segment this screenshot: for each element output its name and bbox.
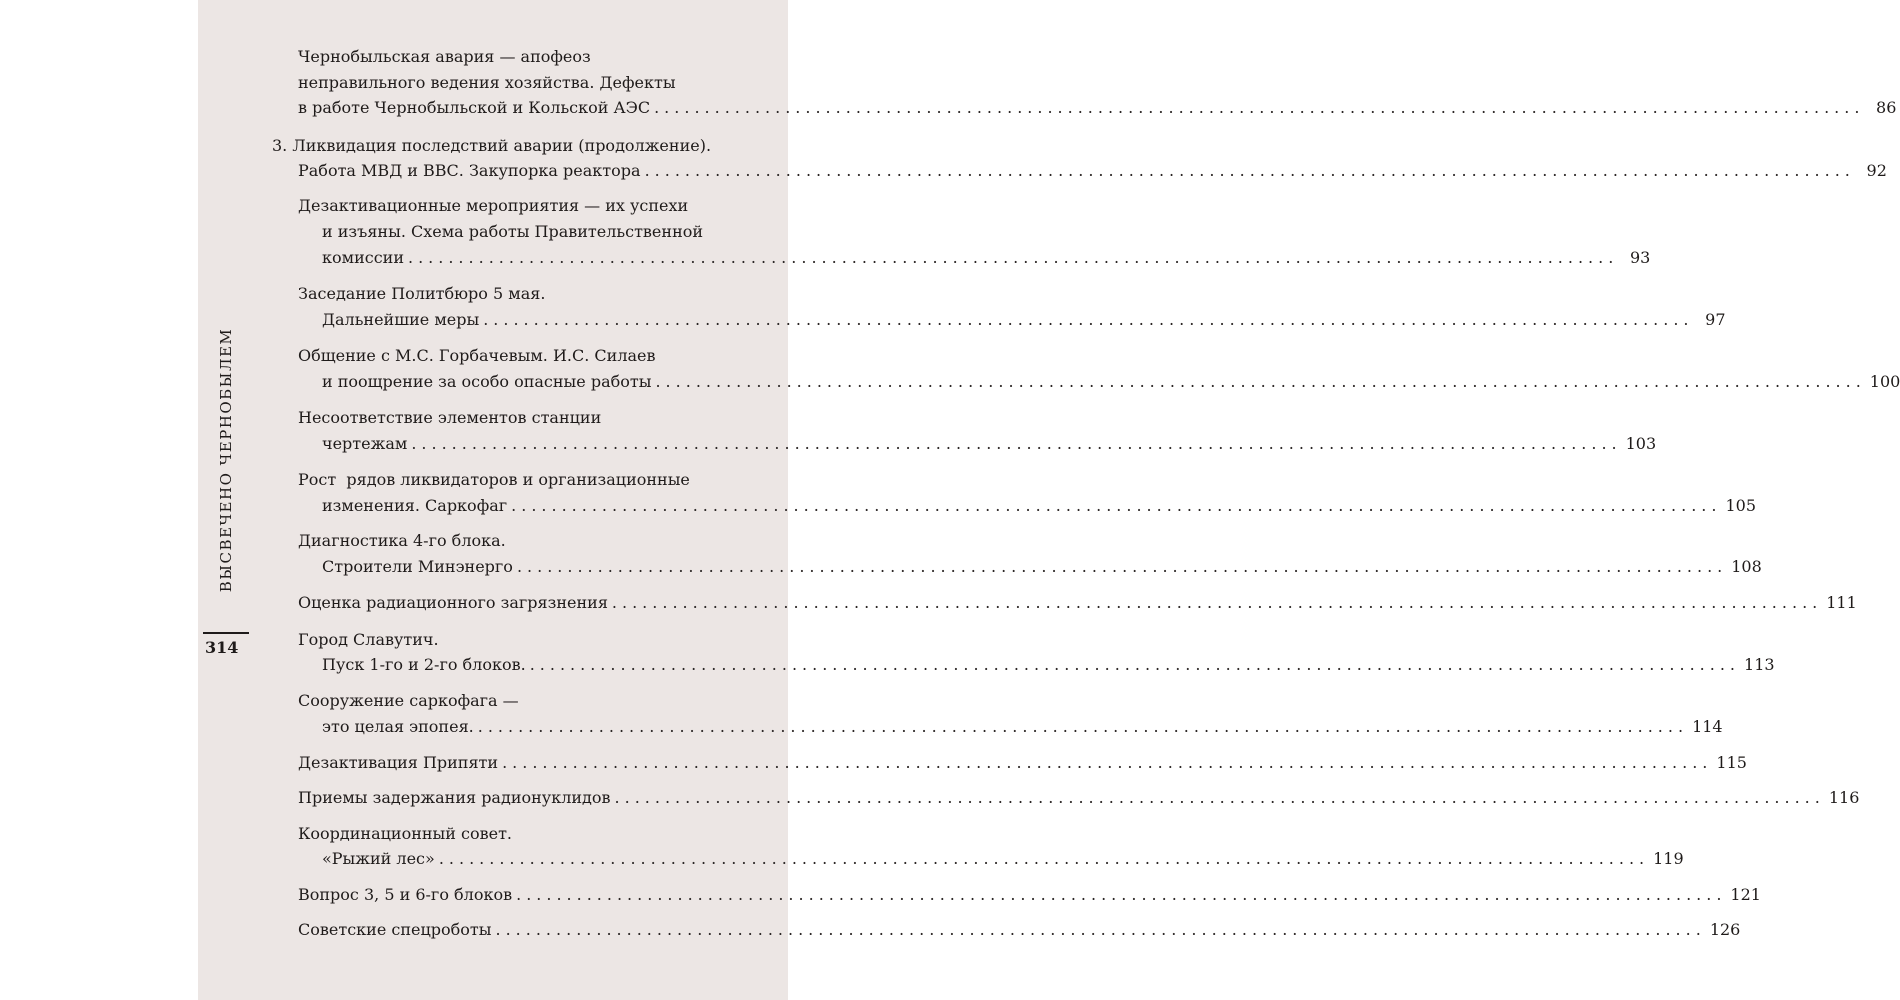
toc-line [298, 690, 748, 712]
toc-line [298, 919, 1741, 941]
leader-dots: ........................................................................................................................ [654, 98, 1865, 117]
toc-page-number: 93 [1629, 248, 1651, 267]
toc-page-number: 115 [1716, 753, 1747, 772]
toc-entry-text: 3. Ликвидация последствий аварии (продолжение). [272, 136, 712, 155]
toc-line [322, 309, 1726, 331]
toc-entry-text: Общение с М.С. Горбачевым. И.С. Силаев [298, 346, 656, 365]
toc-entry-text: Чернобыльская авария — апофеоз [298, 47, 591, 66]
toc-line [298, 195, 748, 217]
toc-page-number: 100 [1869, 372, 1900, 391]
toc-line [298, 283, 748, 305]
toc-line [298, 629, 748, 651]
toc-entry-text: Приемы задержания радионуклидов [298, 788, 611, 807]
toc-entry-text: изменения. Саркофаг [322, 496, 508, 515]
running-head-text: ВЫСВЕЧЕНО ЧЕРНОБЫЛЕМ [217, 327, 235, 593]
toc-entry-text: Несоответствие элементов станции [298, 408, 602, 427]
toc-page-number: 97 [1705, 310, 1726, 329]
leader-dots: ........................................................................................................................ [408, 248, 1619, 267]
leader-dots: ........................................................................................................................ [438, 849, 1650, 868]
toc-entry-text: Дальнейшие меры [322, 310, 480, 329]
toc-line [322, 495, 1756, 517]
toc-line [298, 752, 1747, 774]
toc-entry-text: Заседание Политбюро 5 мая. [298, 284, 546, 303]
toc-line [298, 530, 748, 552]
leader-dots: ........................................................................................................................ [516, 885, 1727, 904]
toc-line [322, 371, 1900, 393]
toc-line [298, 97, 1897, 119]
leader-dots: ........................................................................................................................ [483, 310, 1694, 329]
toc-entry-text: «Рыжий лес» [322, 849, 435, 868]
toc-entry-text: Сооружение саркофага — [298, 691, 519, 710]
leader-dots: ........................................................................................................................ [511, 496, 1722, 515]
toc-entry-text: Диагностика 4-го блока. [298, 531, 506, 550]
toc-page-number: 103 [1625, 434, 1657, 453]
toc-entry-text: чертежам [322, 434, 408, 453]
toc-line [322, 848, 1684, 870]
toc-line [322, 716, 1723, 738]
toc-entry-text: Город Славутич. [298, 630, 439, 649]
toc-entry-text: Дезактивация Припяти [298, 753, 499, 772]
toc-line [298, 345, 748, 367]
toc-entry-text: Пуск 1-го и 2-го блоков. [322, 655, 526, 674]
toc-line [298, 823, 748, 845]
toc-entry-text: и поощрение за особо опасные работы [322, 372, 652, 391]
toc-entry-text: и изъяны. Схема работы Правительственной [322, 222, 704, 241]
toc-entry-text: Дезактивационные мероприятия — их успехи [298, 196, 689, 215]
toc-page-number: 116 [1828, 788, 1860, 807]
page-number: 314 [205, 638, 239, 657]
toc-entry-text: Работа МВД и ВВС. Закупорка реактора [298, 161, 641, 180]
toc-line [298, 787, 1860, 809]
toc-entry-text: Оценка радиационного загрязнения [298, 593, 608, 612]
toc-line [298, 46, 748, 68]
toc-entry-text: Вопрос 3, 5 и 6-го блоков [298, 885, 513, 904]
leader-dots: ........................................................................................................................ [495, 920, 1706, 939]
toc-page-number: 111 [1826, 593, 1857, 612]
toc-page-number: 114 [1692, 717, 1723, 736]
toc-line [272, 135, 748, 157]
toc-line [298, 884, 1761, 906]
leader-dots: ........................................................................................................................ [477, 717, 1689, 736]
leader-dots: ........................................................................................................................ [655, 372, 1866, 391]
toc-page-number: 108 [1731, 557, 1762, 576]
toc-line [322, 654, 1775, 676]
toc-page-number: 113 [1744, 655, 1775, 674]
leader-dots: ........................................................................................................................ [411, 434, 1622, 453]
toc-page-number: 119 [1653, 849, 1684, 868]
leader-dots: ........................................................................................................................ [614, 788, 1825, 807]
toc-page-number: 92 [1866, 161, 1887, 180]
toc-page-number: 86 [1876, 98, 1897, 117]
toc-entry-text: комиссии [322, 248, 404, 267]
leader-dots: ........................................................................................................................ [529, 655, 1741, 674]
toc-line [298, 469, 748, 491]
toc-entry-text: это целая эпопея. [322, 717, 474, 736]
toc-entry-text: Строители Минэнерго [322, 557, 513, 576]
toc-line [298, 407, 748, 429]
leader-dots: ........................................................................................................................ [502, 753, 1713, 772]
leader-dots: ........................................................................................................................ [611, 593, 1823, 612]
toc-page-number: 105 [1725, 496, 1756, 515]
toc-entry-text: неправильного ведения хозяйства. Дефекты [298, 73, 676, 92]
toc-line [322, 433, 1657, 455]
toc-line [322, 247, 1651, 269]
toc-line [298, 592, 1857, 614]
toc-entry-text: Рост рядов ликвидаторов и организационные [298, 470, 690, 489]
toc-line [298, 72, 748, 94]
toc-page-number: 121 [1730, 885, 1761, 904]
toc-entry-text: Координационный совет. [298, 824, 513, 843]
toc-entry-text: Советские спецроботы [298, 920, 492, 939]
leader-dots: ........................................................................................................................ [644, 161, 1855, 180]
toc-line [298, 160, 1887, 182]
toc-entry-text: в работе Чернобыльской и Кольской АЭС [298, 98, 651, 117]
toc-page-number: 126 [1709, 920, 1741, 939]
toc-line [322, 556, 1762, 578]
leader-dots: ........................................................................................................................ [516, 557, 1728, 576]
toc-line [322, 221, 748, 243]
